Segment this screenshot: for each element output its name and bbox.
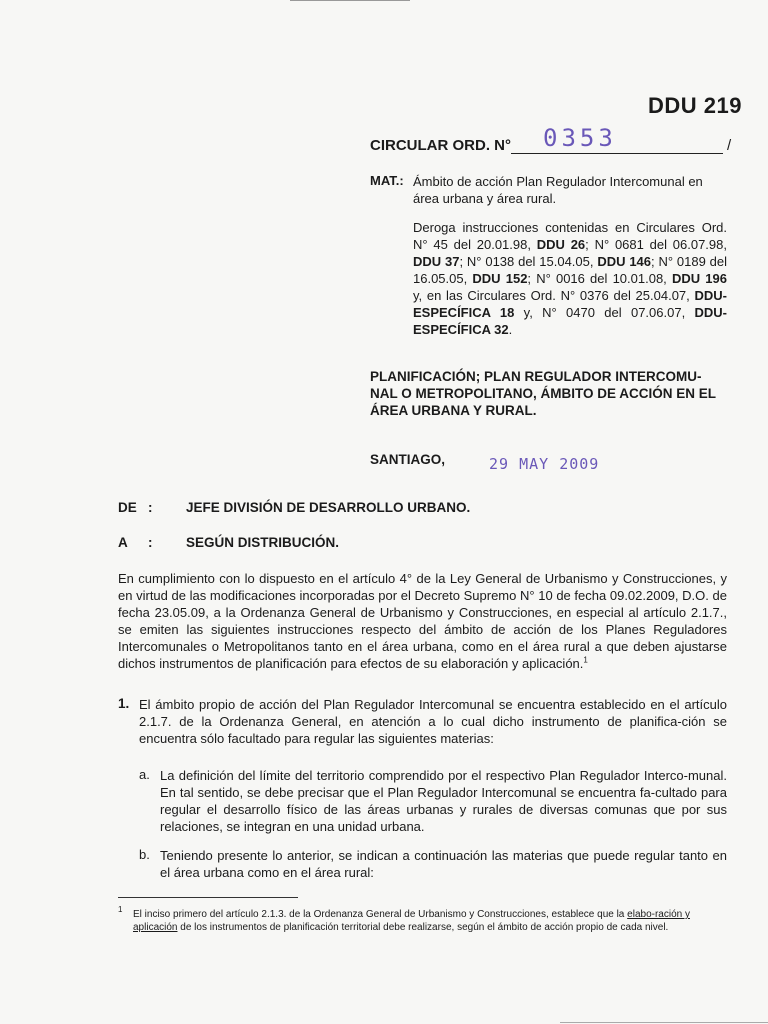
deroga-text: . — [508, 322, 513, 337]
circular-reference: DDU 152 — [472, 271, 528, 286]
to-row — [118, 535, 339, 550]
ddu-code: DDU 219 — [648, 93, 742, 118]
intro-paragraph — [118, 570, 727, 672]
deroga-text: ; N° 0189 del 16.05.05, — [413, 254, 727, 286]
footnote-ref: 1 — [583, 655, 588, 665]
deroga-text: y, N° 0470 del 07.06.07, — [514, 305, 695, 320]
place-label: SANTIAGO, — [370, 452, 446, 467]
circular-slash: / — [727, 137, 732, 154]
circular-number-stamp: 0353 — [543, 124, 617, 152]
to-colon: : — [148, 535, 153, 550]
scan-edge-line — [290, 0, 410, 1]
footnote-before: El inciso primero del artículo 2.1.3. de la Ordenanza General de Urbanismo y Construcciones, establece que la — [133, 909, 628, 920]
footnote-text — [133, 908, 727, 934]
circular-label: CIRCULAR ORD. N° — [370, 137, 511, 154]
sub-a-label: a. — [139, 767, 150, 782]
sub-b-label: b. — [139, 847, 150, 862]
sub-a-text: La definición del límite del territorio comprendido por el respectivo Plan Regulador Interco-munal. En tal sentido, se debe precisar que el Plan Regulador Intercomunal se encuentra fa-cultado para regular el desarrollo físico de las áreas urbanas y rurales de diversas comunas que por sus relaciones, se integran en una unidad urbana. — [160, 768, 727, 834]
footnote-after: de los instrumentos de planificación territorial debe realizarse, según el ámbito de acción propio de cada nivel. — [177, 922, 669, 933]
subject-heading: PLANIFICACIÓN; PLAN REGULADOR INTERCOMU-NAL O METROPOLITANO, ÁMBITO DE ACCIÓN EN EL ÁREA URBANA Y RURAL. — [370, 369, 716, 418]
item-1-number: 1. — [118, 696, 130, 711]
circular-reference: DDU- ESPECÍFICA 18 — [413, 288, 727, 320]
from-colon: : — [148, 500, 153, 515]
item-1-text: El ámbito propio de acción del Plan Regulador Intercomunal se encuentra establecido en el artículo 2.1.7. de la Ordenanza General, en atención a lo cual dicho instrumento de planifica-ción se encuentra sólo facultado para regular las siguientes materias: — [139, 697, 727, 746]
circular-reference: DDU 26 — [536, 237, 586, 252]
deroga-text: ; N° 0681 del 06.07.98, — [585, 237, 727, 252]
to-key: A — [118, 535, 128, 550]
footnote-mark: 1 — [118, 905, 123, 914]
mat-label: MAT.: — [370, 173, 404, 188]
circular-reference: DDU- ESPECÍFICA 32 — [413, 305, 728, 337]
from-key: DE — [118, 500, 137, 515]
deroga-text: y, en las Circulares Ord. N° 0376 del 25.04.07, — [413, 288, 695, 303]
from-value: JEFE DIVISIÓN DE DESARROLLO URBANO. — [186, 500, 471, 515]
date-stamp: 29 MAY 2009 — [489, 455, 600, 473]
circular-reference: DDU 37 — [413, 254, 460, 269]
to-value: SEGÚN DISTRIBUCIÓN. — [186, 535, 340, 550]
footnote-rule — [118, 897, 298, 898]
footnote-underlined: elabo-ración y aplicación — [133, 909, 690, 933]
intro-text: En cumplimiento con lo dispuesto en el artículo 4° de la Ley General de Urbanismo y Construcciones, y en virtud de las modificaciones incorporadas por el Decreto Supremo N° 10 de fecha 09.02.2009, D.O. de fecha 23.05.09, a la Ordenanza General de Urbanismo y Construcciones, en especial al artículo 2.1.7., se emiten las siguientes instrucciones respecto del ámbito de acción de los Planes Reguladores Intercomunales o Metropolitanos tanto en el área urbana, como en el área rural a que deben ajustarse dichos instrumentos de planificación para efectos de su elaboración y aplicación. — [118, 571, 727, 671]
scan-edge-line-bottom — [560, 1022, 768, 1023]
from-row — [118, 500, 470, 515]
deroga-text: ; N° 0138 del 15.04.05, — [459, 254, 598, 269]
sub-b-text: Teniendo presente lo anterior, se indican a continuación las materias que puede regular tanto en el área urbana como en el área rural: — [160, 848, 727, 880]
mat-text: Ámbito de acción Plan Regulador Intercomunal en área urbana y área rural. — [413, 174, 703, 206]
deroga-text: ; N° 0016 del 10.01.08, — [527, 271, 672, 286]
circular-reference: DDU 196 — [671, 271, 727, 286]
deroga-paragraph — [413, 219, 727, 338]
deroga-text: Deroga instrucciones contenidas en Circulares Ord. N° 45 del 20.01.98, — [413, 220, 727, 252]
circular-number-line — [511, 153, 723, 154]
circular-reference: DDU 146 — [597, 254, 652, 269]
